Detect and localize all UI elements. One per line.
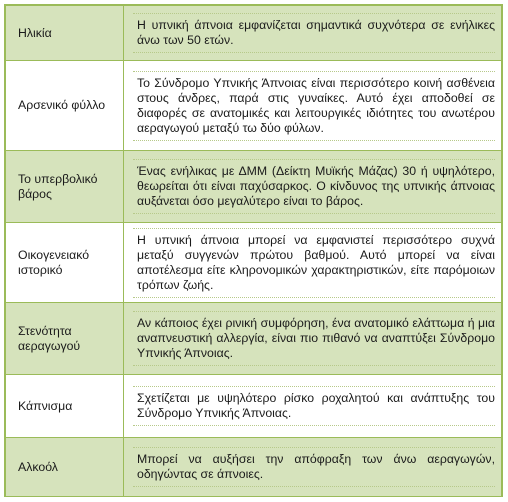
factor-cell: Αρσενικό φύλλο [6, 61, 124, 151]
description-text: Η υπνική άπνοια μπορεί να εμφανιστεί περισσότερο συχνά μεταξύ συγγενών πρώτου βαθμού. Αυτό μπορεί να είναι αποτέλεσμα είτε κληρονομικών χαρακτηριστικών, είτε παρόμοιων τρόπων ζωής. [133, 228, 495, 298]
factor-cell: Κάπνισμα [6, 375, 124, 438]
description-text: Η υπνική άπνοια εμφανίζεται σημαντικά συχνότερα σε ενήλικες άνω των 50 ετών. [133, 13, 495, 53]
description-text: Μπορεί να αυξήσει την απόφραξη των άνω αεραγωγών, οδηγώντας σε άπνοιες. [133, 447, 495, 487]
table-row [6, 6, 502, 61]
description-cell [124, 151, 502, 223]
table-row [6, 303, 502, 375]
risk-factors-table [5, 5, 502, 497]
description-text: Αν κάποιος έχει ρινική συμφόρηση, ένα ανατομικό ελάττωμα ή μια αναπνευστική αλλεργία, είναι πιο πιθανό να αναπτύξει Σύνδρομο Υπνικής Άπνοιας. [133, 311, 495, 366]
factor-cell: Στενότητα αεραγωγού [6, 303, 124, 375]
description-cell [124, 375, 502, 438]
description-text: Σχετίζεται με υψηλότερο ρίσκο ροχαλητού και ανάπτυξης του Σύνδρομο Υπνικής Άπνοιας. [133, 386, 495, 426]
factor-cell: Αλκοόλ [6, 438, 124, 497]
description-cell [124, 438, 502, 497]
description-cell [124, 223, 502, 303]
description-cell [124, 303, 502, 375]
description-cell [124, 61, 502, 151]
description-cell [124, 6, 502, 61]
factor-cell: Ηλικία [6, 6, 124, 61]
table-row [6, 375, 502, 438]
description-text: Ένας ενήλικας με ΔΜΜ (Δείκτη Μυϊκής Μάζας) 30 ή υψηλότερο, θεωρείται ότι είναι παχύσαρκος. Ο κίνδυνος της υπνικής άπνοιας αυξάνεται όσο μεγαλύτερο είναι το βάρος. [133, 159, 495, 214]
factor-cell: Οικογενειακό ιστορικό [6, 223, 124, 303]
description-text: Το Σύνδρομο Υπνικής Άπνοιας είναι περισσότερο κοινή ασθένεια στους άνδρες, παρά στις γυναίκες. Αυτό έχει αποδοθεί σε διαφορές σε ανατομικές και λειτουργικές ιδιότητες του ανωτέρου αεραγωγού μεταξύ τω δύο φύλων. [133, 71, 495, 141]
factor-cell: Το υπερβολικό βάρος [6, 151, 124, 223]
table-row [6, 223, 502, 303]
table-row [6, 151, 502, 223]
table-row [6, 438, 502, 497]
risk-factors-table-container [4, 4, 503, 497]
table-row [6, 61, 502, 151]
